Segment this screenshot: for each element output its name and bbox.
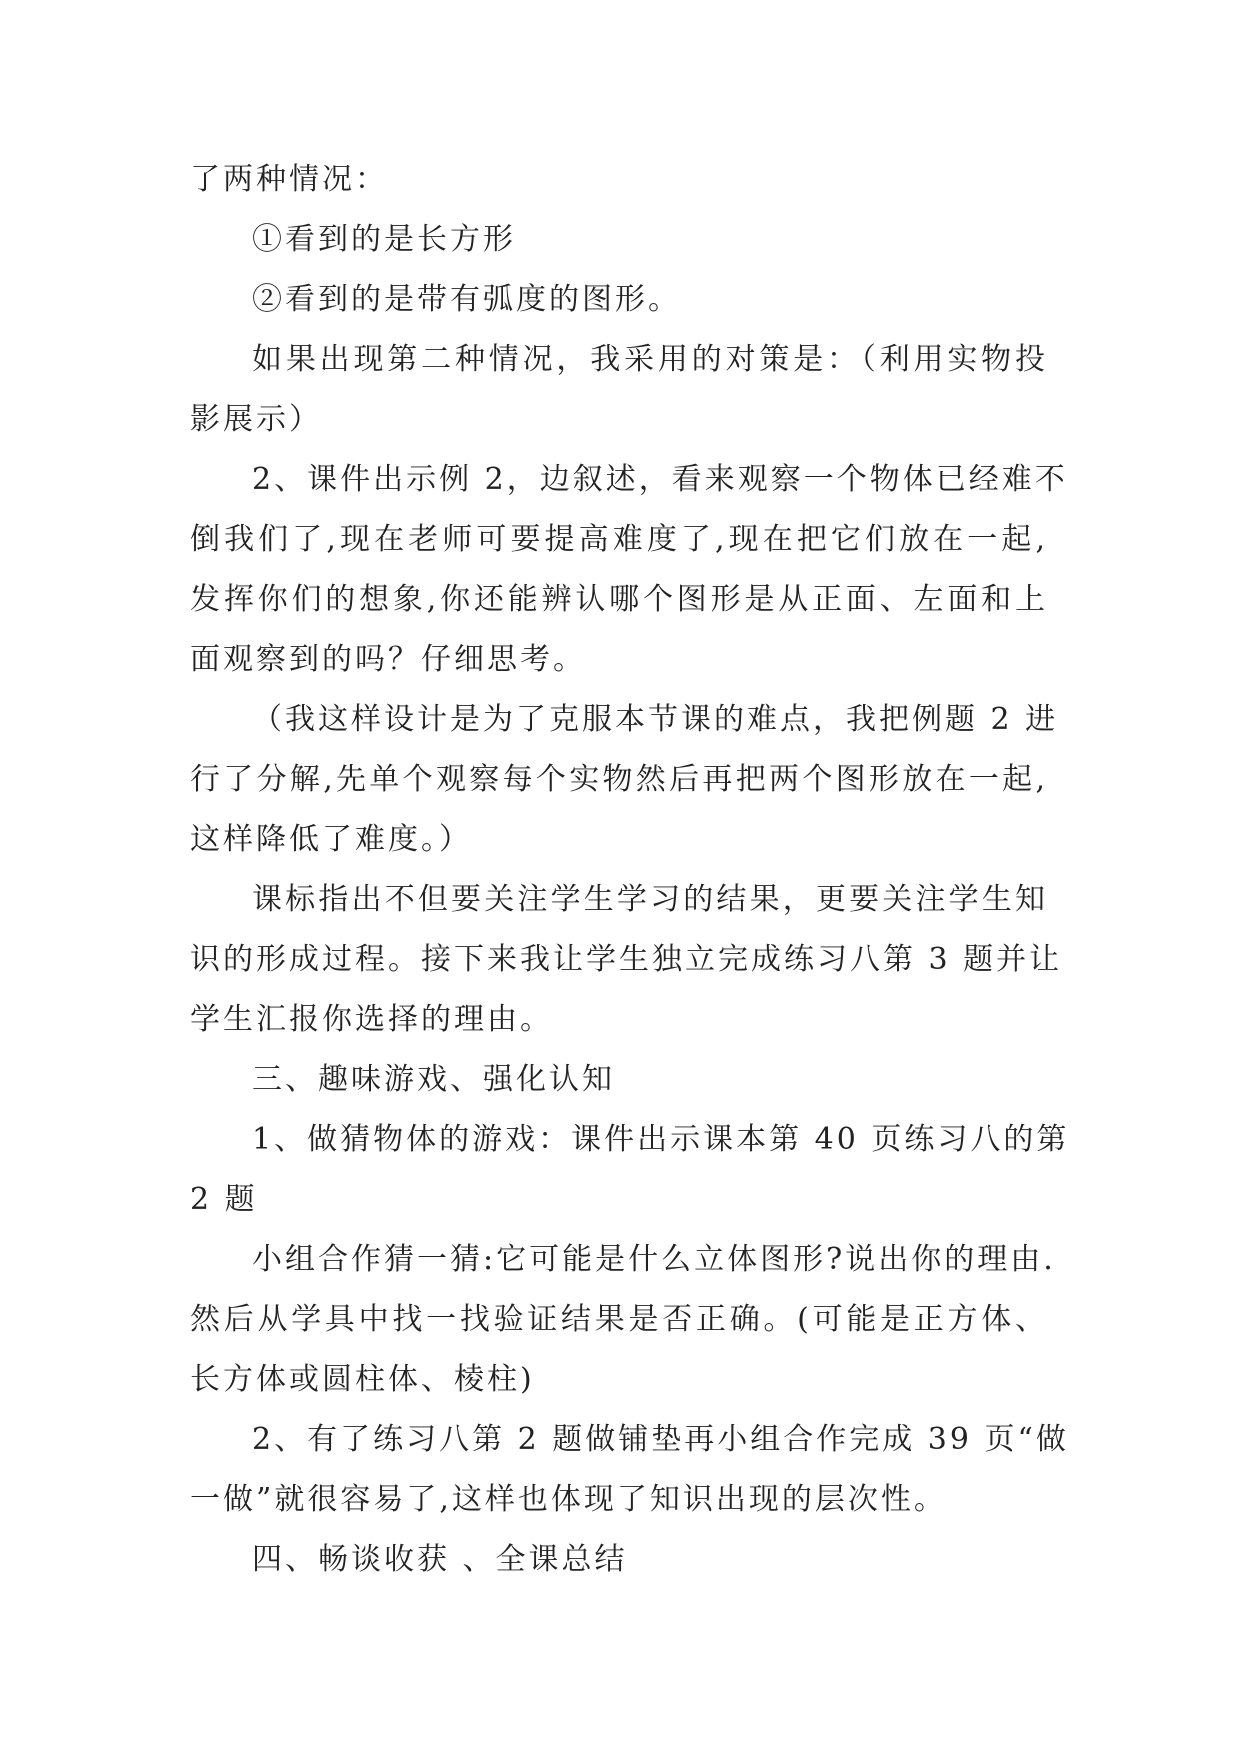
paragraph — [190, 330, 1048, 450]
text-line: 2、课件出示例 2，边叙述，看来观察一个物体已经难不 — [252, 462, 1068, 497]
text-line: 如果出现第二种情况，我采用的对策是：（利用实物投 — [252, 342, 1048, 377]
text-line: 发挥你们的想象,你还能辨认哪个图形是从正面、左面和上 — [190, 582, 1048, 617]
text-line: 四、畅谈收获 、全课总结 — [252, 1542, 628, 1577]
section-heading — [190, 1530, 1048, 1590]
text-line: 然后从学具中找一找验证结果是否正确。(可能是正方体、 — [190, 1302, 1048, 1337]
text-line: ①看到的是长方形 — [252, 222, 516, 257]
text-line: 识的形成过程。接下来我让学生独立完成练习八第 3 题并让 — [190, 942, 1063, 977]
text-line: 了两种情况： — [190, 162, 388, 197]
text-line: 学生汇报你选择的理由。 — [190, 1002, 553, 1037]
text-line: 1、做猜物体的游戏：课件出示课本第 40 页练习八的第 — [252, 1122, 1070, 1157]
paragraph — [190, 1410, 1069, 1530]
paragraph — [190, 450, 1068, 690]
paragraph — [190, 1110, 1070, 1230]
text-line: 行了分解,先单个观察每个实物然后再把两个图形放在一起, — [190, 762, 1048, 797]
paragraph — [190, 870, 1063, 1050]
text-line: 长方体或圆柱体、棱柱) — [190, 1362, 535, 1397]
paragraph — [190, 1230, 1056, 1410]
section-heading — [190, 1050, 1048, 1110]
text-line: 课标指出不但要关注学生学习的结果，更要关注学生知 — [252, 882, 1048, 917]
text-line: 影展示） — [190, 402, 322, 437]
text-line: 2、有了练习八第 2 题做铺垫再小组合作完成 39 页“做 — [252, 1422, 1069, 1457]
text-line: 小组合作猜一猜:它可能是什么立体图形?说出你的理由. — [252, 1242, 1056, 1277]
text-line: 这样降低了难度。） — [190, 822, 472, 857]
paragraph — [190, 210, 1048, 270]
text-line: 一做”就很容易了,这样也体现了知识出现的层次性。 — [190, 1482, 947, 1517]
text-line: 三、趣味游戏、强化认知 — [252, 1062, 615, 1097]
text-line: 面观察到的吗？仔细思考。 — [190, 642, 586, 677]
paragraph — [190, 150, 1048, 210]
paragraph — [190, 270, 1048, 330]
paragraph — [190, 690, 1059, 870]
text-line: （我这样设计是为了克服本节课的难点，我把例题 2 进 — [252, 702, 1059, 737]
text-line: ②看到的是带有弧度的图形。 — [252, 282, 681, 317]
text-line: 2 题 — [190, 1182, 258, 1217]
document-body — [190, 150, 1070, 1590]
text-line: 倒我们了,现在老师可要提高难度了,现在把它们放在一起, — [190, 522, 1048, 557]
